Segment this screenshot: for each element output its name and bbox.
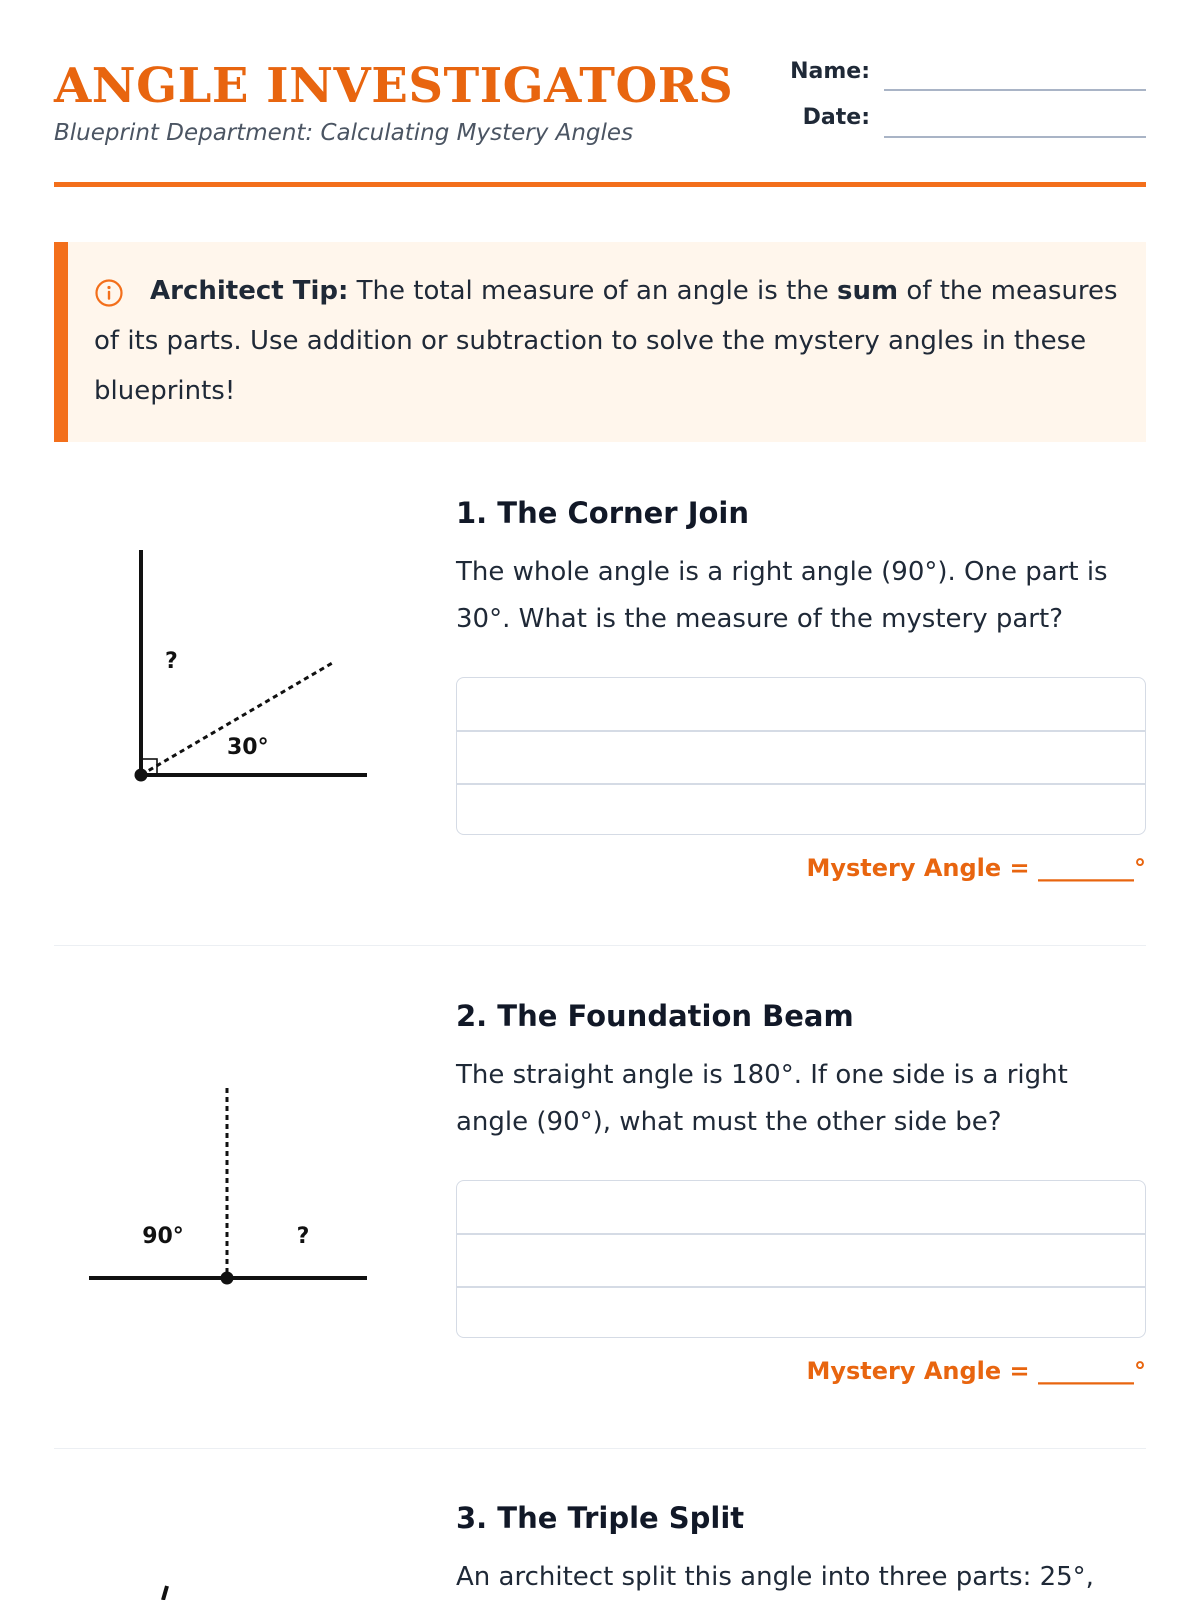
unknown-angle-label: ? [165, 649, 178, 674]
work-line [457, 783, 1145, 785]
tip-emphasis: sum [837, 276, 899, 306]
work-line [457, 1286, 1145, 1288]
name-field[interactable] [884, 89, 1146, 91]
header-divider [54, 182, 1146, 187]
page-title: ANGLE INVESTIGATORS [54, 58, 734, 114]
problem-2-answer[interactable]: Mystery Angle = ________° [806, 1357, 1146, 1385]
problem-2-title: 2. The Foundation Beam [456, 999, 854, 1033]
tip-text-before: The total measure of an angle is the [348, 276, 838, 306]
problem-2-text: The straight angle is 180°. If one side is a right angle (90°), what must the other side be? [456, 1060, 1068, 1137]
problem-3-title: 3. The Triple Split [456, 1501, 745, 1535]
foundation-beam-diagram [54, 1038, 394, 1338]
tip-text-after: of the measures of its parts. Use addition or subtraction to solve the mystery angles in these blueprints! [94, 276, 1118, 406]
section-divider [54, 1448, 1146, 1449]
problem-1 [54, 495, 1146, 947]
date-label: Date: [802, 105, 870, 130]
problem-2 [54, 998, 1146, 1450]
problem-2-work-area[interactable] [456, 1180, 1146, 1338]
tip-text [94, 266, 1124, 416]
problem-1-text: The whole angle is a right angle (90°). One part is 30°. What is the measure of the mystery part? [456, 557, 1108, 634]
work-line [457, 730, 1145, 732]
problem-3 [54, 1500, 1146, 1600]
problem-1-work-area[interactable] [456, 677, 1146, 835]
architect-tip-box [54, 242, 1146, 442]
known-angle-label: 90° [142, 1224, 184, 1249]
date-field[interactable] [884, 136, 1146, 138]
problem-1-answer[interactable]: Mystery Angle = ________° [806, 854, 1146, 882]
work-line [457, 1233, 1145, 1235]
vertex-point [221, 1272, 234, 1285]
name-label: Name: [790, 59, 870, 84]
problem-1-title: 1. The Corner Join [456, 496, 750, 530]
section-divider [54, 945, 1146, 946]
vertex-point [135, 769, 148, 782]
worksheet-header [54, 56, 1146, 186]
problem-3-text: An architect split this angle into three parts: 25°, [456, 1562, 1094, 1592]
tip-label: Architect Tip: [150, 276, 349, 306]
page-subtitle: Blueprint Department: Calculating Mystery Angles [54, 120, 634, 146]
triple-split-diagram [54, 1500, 394, 1600]
unknown-angle-label: ? [296, 1224, 310, 1249]
ray [163, 1586, 167, 1600]
known-angle-label: 30° [227, 735, 269, 760]
corner-join-diagram [54, 535, 394, 835]
